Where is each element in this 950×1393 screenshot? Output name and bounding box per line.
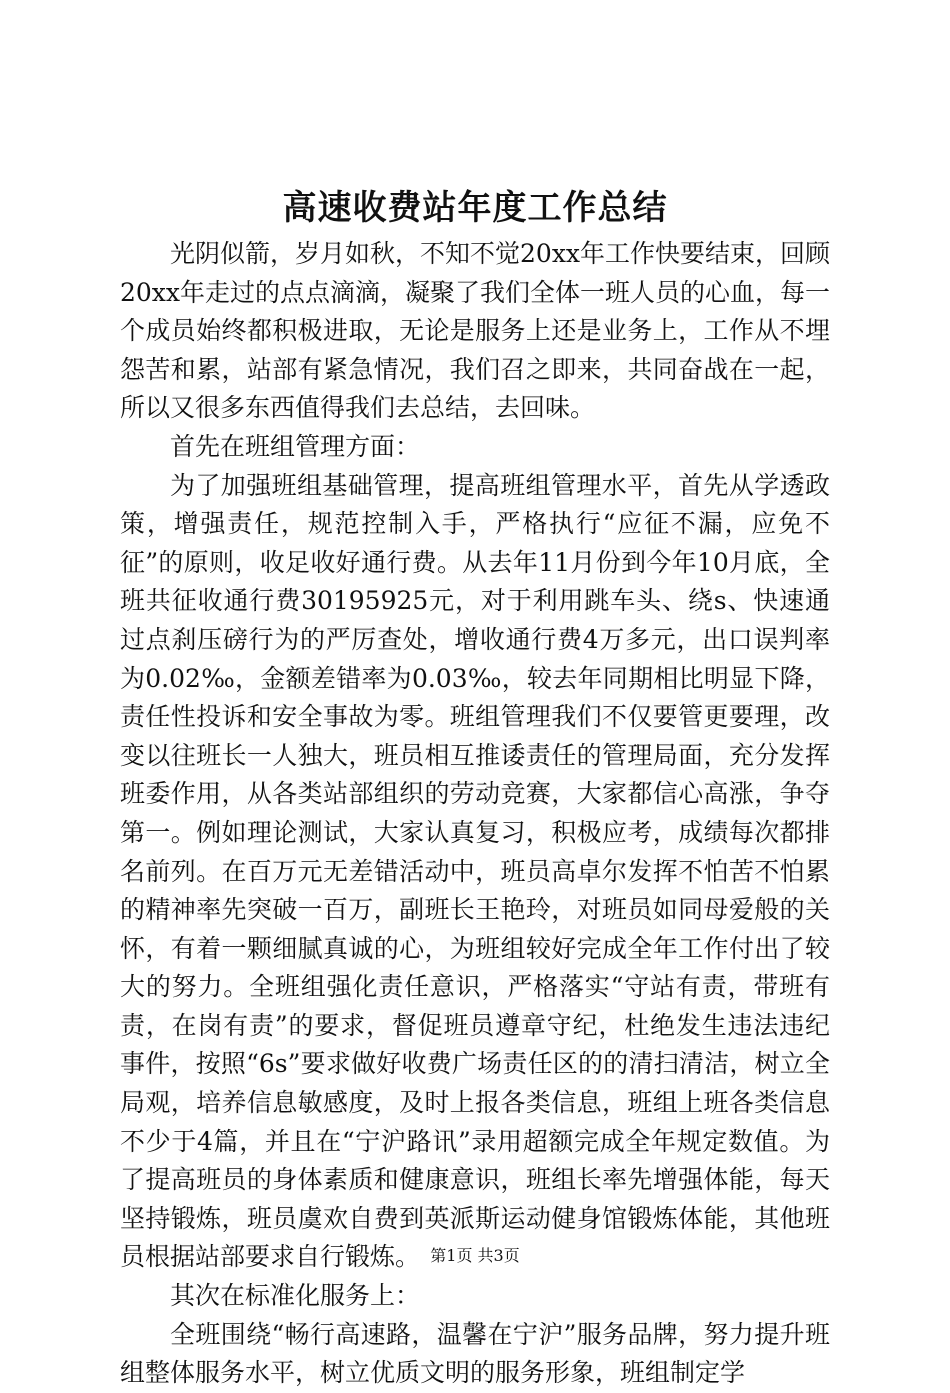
paragraph-heading-standard-service: 其次在标准化服务上： [170, 1281, 421, 1311]
paragraph-standard-service: 全班围绕“畅行高速路，温馨在宁沪”服务品牌，努力提升班组整体服务水平，树立优质文明的服务形象，班组制定学 [120, 1319, 830, 1388]
paragraph-heading-team-management: 首先在班组管理方面： [170, 431, 421, 461]
document-body [120, 235, 830, 1393]
paragraph-intro: 光阴似箭，岁月如秋，不知不觉20xx年工作快要结束，回顾20xx年走过的点点滴滴，凝聚了我们全体一班人员的心血，每一个成员始终都积极进取，无论是服务上还是业务上，工作从不埋怨苦和累，站部有紧急情况，我们召之即来，共同奋战在一起，所以又很多东西值得我们去总结，去回味。 [120, 239, 831, 423]
document-title: 高速收费站年度工作总结 [282, 188, 668, 228]
paragraph-team-management: 为了加强班组基础管理，提高班组管理水平，首先从学透政策，增强责任，规范控制入手，严格执行“应征不漏，应免不征”的原则，收足收好通行费。从去年11月份到今年10月底，全班共征收通行费30195925元，对于利用跳车头、绕s、快速通过点刹压磅行为的严厉查处，增收通行费4万多元，出口误判率为0.02‰，金额差错率为0.03‰，较去年同期相比明显下降，责任性投诉和安全事故为零。班组管理我们不仅要管更要理，改变以往班长一人独大，班员相互推诿责任的管理局面，充分发挥班委作用，从各类站部组织的劳动竞赛，大家都信心高涨，争夺第一。例如理论测试，大家认真复习，积极应考，成绩每次都排名前列。在百万元无差错活动中，班员高卓尔发挥不怕苦不怕累的精神率先突破一百万，副班长王艳玲，对班员如同母爱般的关怀，有着一颗细腻真诚的心，为班组较好完成全年工作付出了较大的努力。全班组强化责任意识，严格落实“守站有责，带班有责，在岗有责”的要求，督促班员遵章守纪，杜绝发生违法违纪事件，按照“6s”要求做好收费广场责任区的的清扫清洁，树立全局观，培养信息敏感度，及时上报各类信息，班组上班各类信息不少于4篇，并且在“宁沪路讯”录用超额完成全年规定数值。为了提高班员的身体素质和健康意识，班组长率先增强体能，每天坚持锻炼，班员虞欢自费到英派斯运动健身馆锻炼体能，其他班员根据站部要求自行锻炼。 [120, 470, 830, 1272]
page-footer: 第1页 共3页 [430, 1246, 520, 1265]
